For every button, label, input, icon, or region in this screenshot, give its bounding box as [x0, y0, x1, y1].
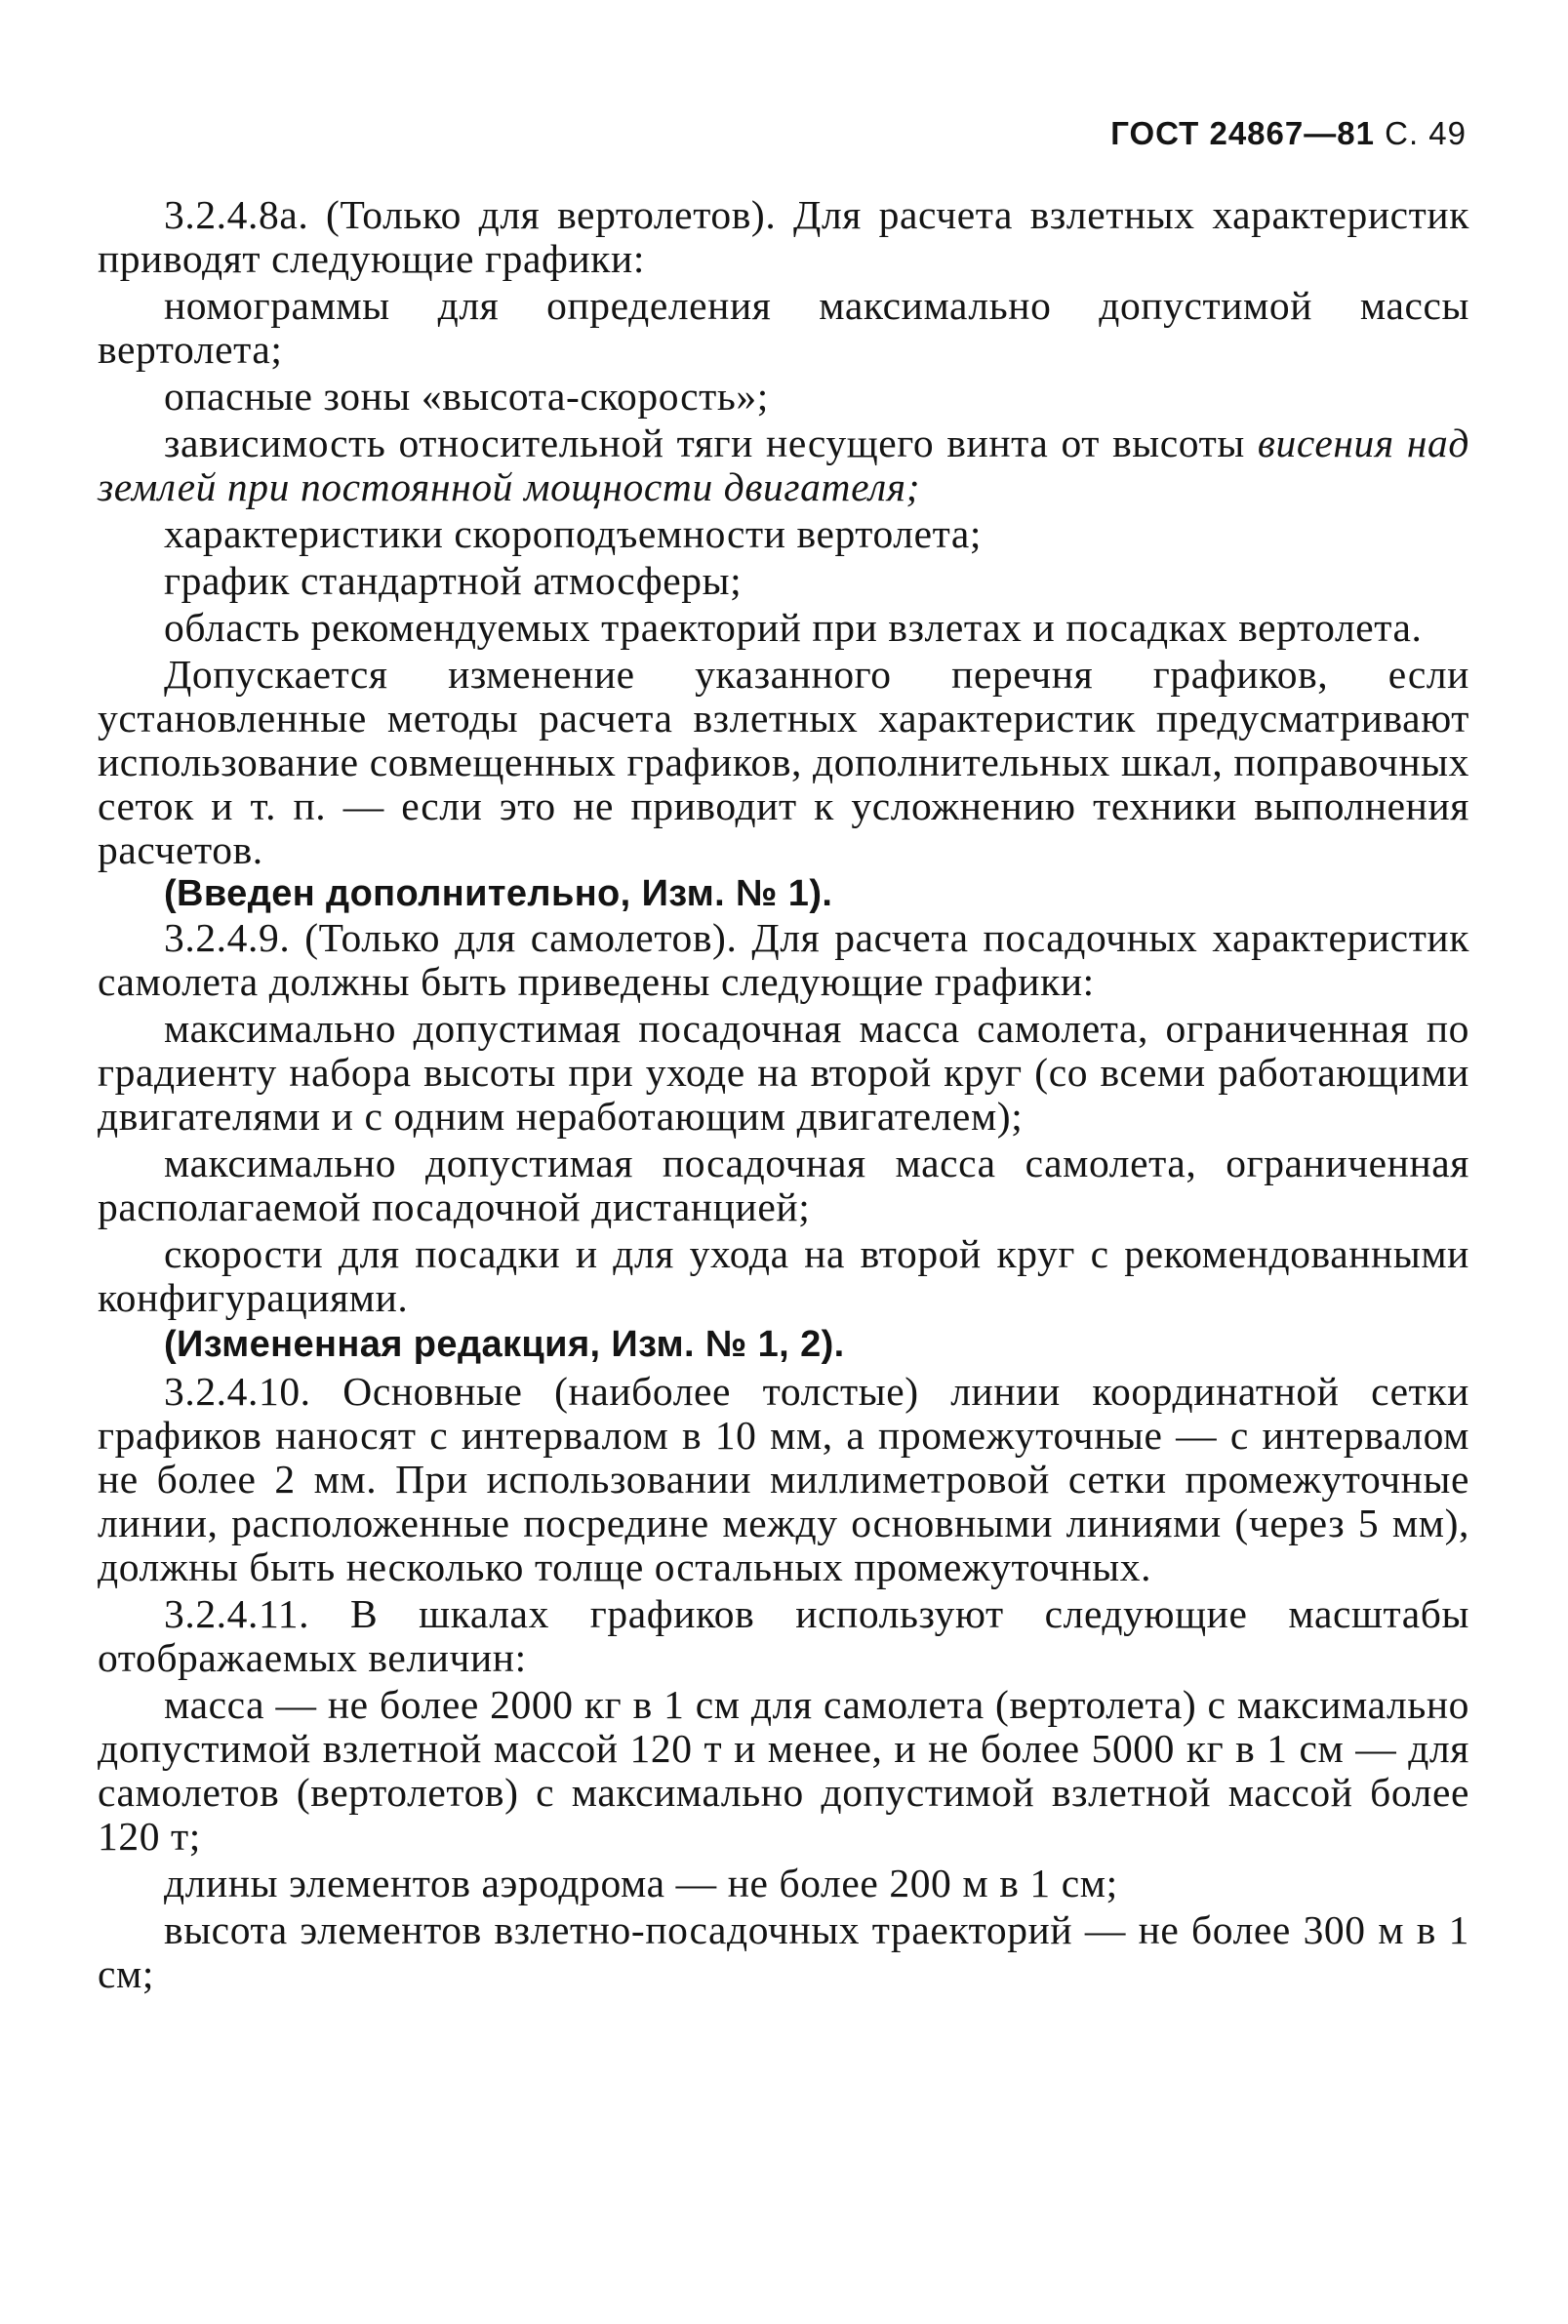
list-item-landing-speeds: скорости для посадки и для ухода на второй круг с рекомендованными конфигурациями. [98, 1231, 1469, 1320]
document-body [98, 193, 1469, 1996]
list-item-trajectory-height-scale: высота элементов взлетно-посадочных траекторий — не более 300 м в 1 см; [98, 1907, 1469, 1996]
list-item-thrust-dependence [98, 421, 1469, 509]
page-header [1110, 115, 1467, 152]
paragraph-3-2-4-8a: 3.2.4.8а. (Только для вертолетов). Для расчета взлетных характеристик приводят следующие графики: [98, 192, 1469, 281]
paragraph-3-2-4-10: 3.2.4.10. Основные (наиболее толстые) линии координатной сетки графиков наносят с интервалом в 10 мм, а промежуточные — с интервалом не более 2 мм. При использовании миллиметровой сетки промежуточные линии, расположенные посредине между основными линиями (через 5 мм), должны быть несколько толще остальных промежуточных. [98, 1369, 1469, 1589]
list-item-aerodrome-length-scale: длины элементов аэродрома — не более 200 м в 1 см; [164, 1861, 1118, 1905]
list-item-danger-zones: опасные зоны «высота-скорость»; [164, 374, 769, 419]
list-item-climb-characteristics: характеристики скороподъемности вертолета; [164, 511, 982, 556]
amendment-note-1: (Введен дополнительно, Изм. № 1). [164, 873, 833, 914]
amendment-note-2: (Измененная редакция, Изм. № 1, 2). [164, 1324, 845, 1365]
list-item-nomograms: номограммы для определения максимально допустимой массы вертолета; [98, 283, 1469, 372]
paragraph-3-2-4-9: 3.2.4.9. (Только для самолетов). Для расчета посадочных характеристик самолета должны быть приведены следующие графики: [98, 915, 1469, 1004]
list-item-mass-scale: масса — не более 2000 кг в 1 см для самолета (вертолета) с максимально допустимой взлетной массой 120 т и менее, и не более 5000 кг в 1 см — для самолетов (вертолетов) с максимально допустимой взлетной массой более 120 т; [98, 1682, 1469, 1859]
page-number: С. 49 [1385, 115, 1467, 151]
thrust-dependence-italic-text: висения над землей при постоянной мощности двигателя; [98, 421, 1470, 509]
paragraph-allowed-changes: Допускается изменение указанного перечня графиков, если установленные методы расчета взлетных характеристик предусматривают использование совмещенных графиков, дополнительных шкал, поправочных сеток и т. п. — если это не приводит к усложнению техники выполнения расчетов. [98, 652, 1469, 872]
paragraph-3-2-4-11: 3.2.4.11. В шкалах графиков используют следующие масштабы отображаемых величин: [98, 1591, 1469, 1680]
list-item-landing-mass-distance: максимально допустимая посадочная масса самолета, ограниченная располагаемой посадочной дистанцией; [98, 1141, 1469, 1229]
standard-number: ГОСТ 24867—81 [1110, 115, 1375, 151]
list-item-landing-mass-gradient: максимально допустимая посадочная масса самолета, ограниченная по градиенту набора высоты при уходе на второй круг (со всеми работающими двигателями и с одним неработающим двигателем); [98, 1006, 1469, 1139]
list-item-standard-atmosphere: график стандартной атмосферы; [164, 558, 743, 603]
thrust-dependence-text: зависимость относительной тяги несущего винта от высоты [164, 421, 1258, 465]
list-item-recommended-trajectories: область рекомендуемых траекторий при взлетах и посадках вертолета. [164, 605, 1423, 650]
